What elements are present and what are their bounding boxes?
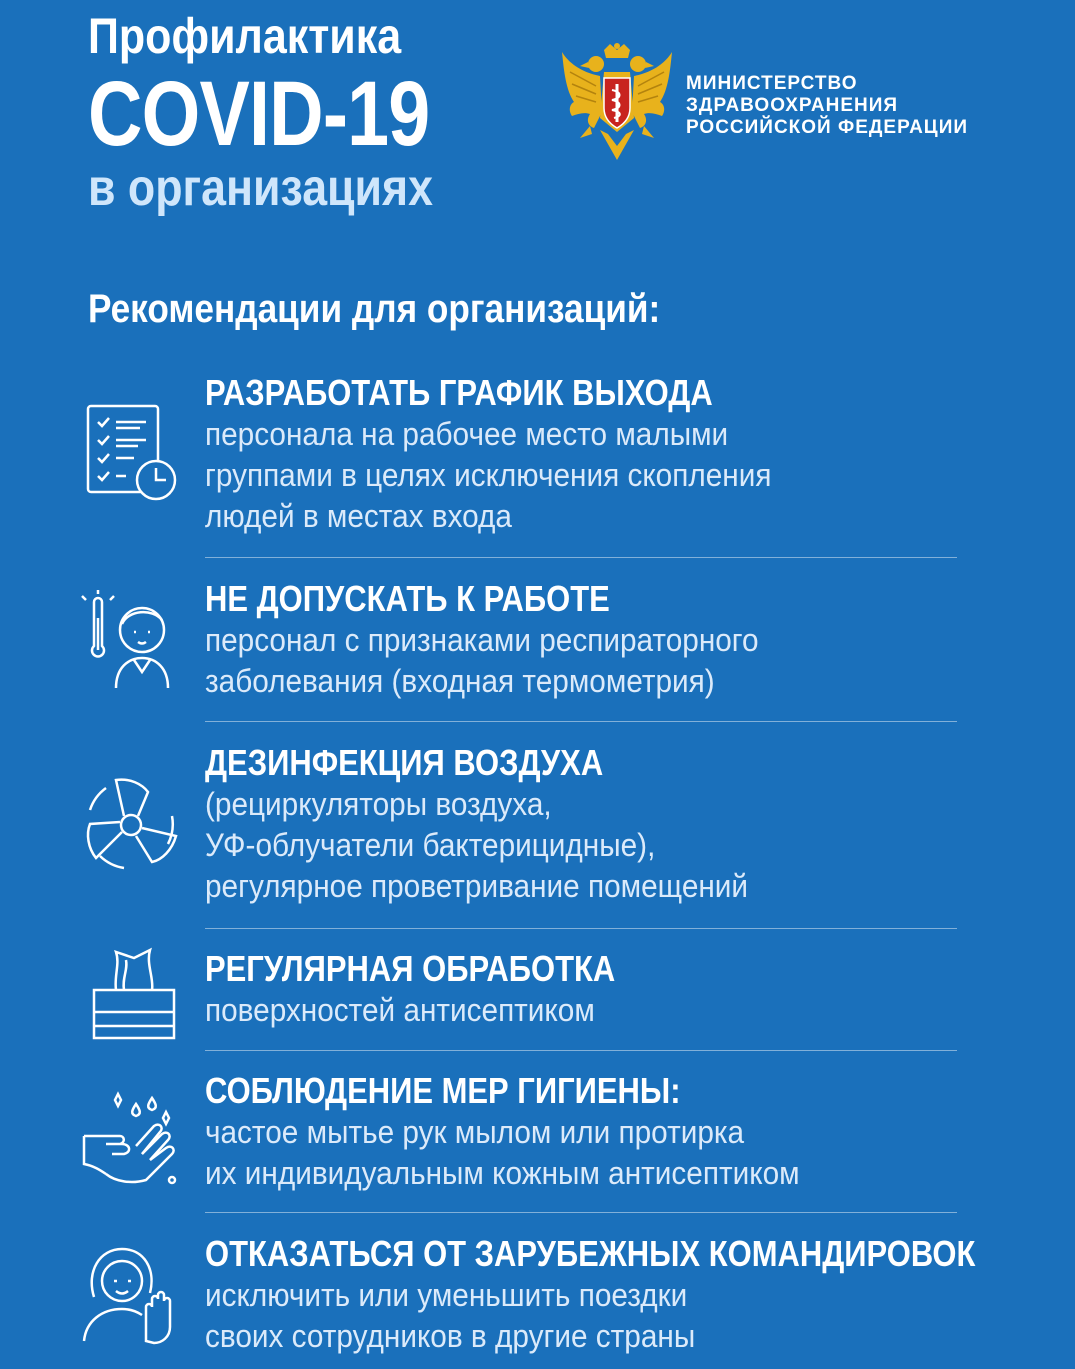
body-line: заболевания (входная термометрия): [205, 663, 715, 699]
body-line: группами в целях исключения скопления: [205, 457, 772, 493]
recommendation-text: [205, 1070, 1065, 1194]
body-line: частое мытье рук мылом или протирка: [205, 1114, 745, 1150]
schedule-clock-icon: [76, 400, 186, 510]
ministry-line-1: МИНИСТЕРСТВО: [686, 73, 858, 94]
body-line: поверхностей антисептиком: [205, 992, 595, 1028]
recommendation-heading: РАЗРАБОТАТЬ ГРАФИК ВЫХОДА: [205, 372, 713, 413]
recommendation-text: [205, 1233, 1065, 1357]
title-line-1: Профилактика: [88, 8, 402, 64]
recommendation-body: [205, 414, 1005, 537]
recommendation-body: [205, 990, 1005, 1031]
divider: [205, 557, 957, 558]
ministry-logo: [560, 42, 1000, 172]
body-line: их индивидуальным кожным антисептиком: [205, 1155, 800, 1191]
recommendation-heading: РЕГУЛЯРНАЯ ОБРАБОТКА: [205, 948, 616, 989]
recommendation-text: [205, 948, 1065, 1031]
recommendation-text: [205, 742, 1065, 907]
body-line: исключить или уменьшить поездки: [205, 1277, 688, 1313]
body-line: (рециркуляторы воздуха,: [205, 786, 552, 822]
body-line: людей в местах входа: [205, 498, 512, 534]
hand-washing-icon: [76, 1084, 186, 1194]
recommendation-heading: СОБЛЮДЕНИЕ МЕР ГИГИЕНЫ:: [205, 1070, 681, 1111]
thermometer-person-icon: [76, 588, 186, 698]
recommendation-body: [205, 784, 1005, 907]
body-line: персонал с признаками респираторного: [205, 622, 759, 658]
ministry-line-2: ЗДРАВООХРАНЕНИЯ: [686, 95, 899, 116]
title-block: [88, 8, 504, 216]
recommendation-heading: НЕ ДОПУСКАТЬ К РАБОТЕ: [205, 578, 610, 619]
tissue-box-icon: [76, 940, 186, 1050]
title-line-2: COVID-19: [88, 63, 430, 165]
recommendation-body: [205, 620, 1005, 702]
fan-icon: [76, 770, 186, 880]
body-line: УФ-облучатели бактерицидные),: [205, 827, 656, 863]
double-headed-eagle-icon: [560, 42, 674, 166]
person-stop-hand-icon: [76, 1241, 186, 1351]
body-line: своих сотрудников в другие страны: [205, 1318, 696, 1354]
title-line-3: в организациях: [88, 159, 434, 217]
recommendation-text: [205, 578, 1065, 702]
divider: [205, 721, 957, 722]
divider: [205, 928, 957, 929]
recommendation-text: [205, 372, 1065, 537]
divider: [205, 1212, 957, 1213]
recommendation-body: [205, 1275, 1005, 1357]
divider: [205, 1050, 957, 1051]
ministry-name: [686, 73, 968, 139]
ministry-line-3: РОССИЙСКОЙ ФЕДЕРАЦИИ: [686, 117, 969, 138]
recommendations-heading: Рекомендации для организаций:: [88, 287, 661, 331]
body-line: персонала на рабочее место малыми: [205, 416, 729, 452]
recommendation-heading: ОТКАЗАТЬСЯ ОТ ЗАРУБЕЖНЫХ КОМАНДИРОВОК: [205, 1233, 976, 1274]
recommendation-body: [205, 1112, 1005, 1194]
body-line: регулярное проветривание помещений: [205, 868, 749, 904]
recommendation-heading: ДЕЗИНФЕКЦИЯ ВОЗДУХА: [205, 742, 604, 783]
